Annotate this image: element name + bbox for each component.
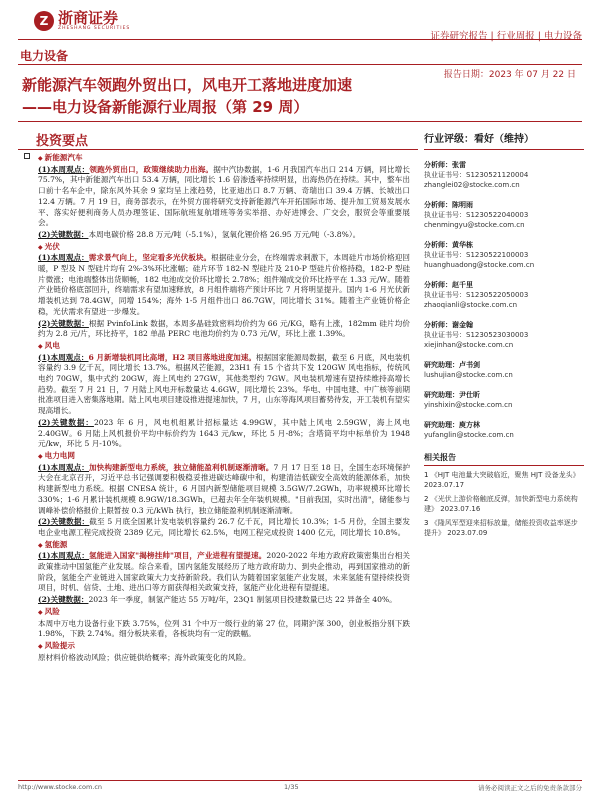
paragraph-text: 7 月 17 日至 18 日，全国生态环境保护大会在北京召开，习近平总书记强调要积极稳妥推进碳达峰碳中和，构建清洁低碳安全高效的能源体系，加快构建新型电力系统。根据 CNESA 统计，6 月国内新型储能项目规模 3.5GW/7.2GWh，功率规模环比增长 330%；1-6 月累计装机规模 8.9GW/18.3GWh，已超去年全年装机规模。"目前我国，实时出清"，储能参与调峰补偿价格报价上限暂按 0.3 元/kWh 执行，独立储能盈利机制逐渐清晰。 — [38, 462, 410, 515]
category-heading: ◆ 新能源汽车 — [38, 153, 410, 165]
analyst-card — [424, 160, 584, 190]
related-report[interactable] — [424, 470, 584, 490]
title-line-2: ——电力设备新能源行业周报（第 29 周） — [22, 98, 309, 116]
category-heading: ◆ 风险提示 — [38, 641, 410, 653]
doc-type: 证券研究报告 | 行业周报 | 电力设备 — [430, 31, 582, 42]
section-divider — [18, 149, 418, 150]
analyst-name: 分析师：谢金翰 — [424, 321, 473, 329]
analyst-name: 研究助理：卢书剑 — [424, 361, 480, 369]
category-paragraph — [38, 619, 410, 640]
category-paragraph — [38, 551, 410, 594]
analyst-email[interactable]: yufanglin@stocke.com.cn — [424, 431, 514, 439]
paragraph-text: 根据硅业分会，在终端需求刺激下，本周硅片市场价格迎回暖，P 型及 N 型硅片均有 2%-3%环比涨幅；硅片环节 182-N 型硅片及 210-P 型硅片价格持稳，182-P 型硅片微涨；电池端整体出货顺畅，182 电池成交价环比增长 2.78%；组件端成交价环比持平在 1.33 元/W。随着产业链价格底部回升，终端需求有望加速释放，8 月组件端将产预计环比 7 月将明显提升。国内 1-6 月光伏新增装机达到 78.4GW，同增 154%；海外 1-5 月组件出口 86.7GW，同比增长 31%。随着主产业链价格企稳，光伏需求有望进一步爆发。 — [38, 253, 410, 316]
key-point: 6 月新增装机同比高增，H2 项目落地进度加速。 — [88, 352, 256, 362]
analyst-card — [424, 280, 584, 310]
category-paragraph — [38, 165, 410, 229]
category-paragraph — [38, 517, 410, 538]
paragraph-text: 2023 年 6 月，风电机组累计招标量达 4.99GW，其中陆上风电 2.59GW，海上风电 2.40GW。6 月陆上风机报价平均中标价约为 1643 元/kw，环比 5 月-8%；含塔筒平均中标单价为 1948 元/kw，环比 5 月-10%。 — [38, 417, 410, 449]
header-divider — [18, 39, 582, 40]
paragraph-text: 截至 5 月底全国累计发电装机容量约 26.7 亿千瓦，同比增长 10.3%；1-5 月份，全国主要发电企业电源工程完成投资 2389 亿元，同比增长 62.5%，电网工程完成投资 1400 亿元，同比增长 10.8%。 — [38, 517, 410, 537]
paragraph-lead: (1)本周观点： — [38, 551, 90, 561]
related-report-number: 1 — [424, 471, 429, 479]
analyst-list — [424, 160, 584, 440]
category-heading: ◆ 光伏 — [38, 242, 410, 254]
analyst-cert: 执业证书号：S1230523030003 — [424, 331, 529, 339]
related-report[interactable] — [424, 494, 584, 514]
category-paragraph — [38, 463, 410, 517]
key-point: 领跑外贸出口，政策继续助力出海。 — [89, 164, 214, 174]
analyst-cert: 执业证书号：S1230521120004 — [424, 171, 529, 179]
category-heading: ◆ 风险 — [38, 607, 410, 619]
logo-name: 浙商证券 — [58, 9, 119, 27]
analyst-name: 研究助理：尹仕昕 — [424, 391, 480, 399]
logo-mark-icon: Z — [34, 11, 54, 31]
paragraph-text: 本周中万电力设备行业下跌 3.75%，位列 31 个中万一级行业的第 27 位，同期沪深 300，创业板指分别下跌 1.98%，下跌 2.74%。细分板块来看，各板块均有一定的跌幅。 — [38, 618, 410, 639]
analyst-email[interactable]: huanghuadong@stocke.com.cn — [424, 261, 535, 269]
category-paragraph — [38, 253, 410, 317]
category-paragraph — [38, 230, 410, 241]
analyst-email[interactable]: zhaoqianli@stocke.com.cn — [424, 301, 518, 309]
related-reports-heading: 相关报告 — [424, 452, 584, 466]
paragraph-text: 2020-2022 年地方政府政策密集出台相关政策推动中国氢能产业发展。综合来看，国内氢能发展经历了地方政府助力、到央企推动，再到国家推动的新阶段，氢能全产业链进入国家政策大力支持新阶段。我们认为随着国家氢能产业发展，未来氢能有望持续投资项目，时机、信贷、土地、进出口等方面获得相关政策支持，氢能产业化进程有望提速。 — [38, 551, 410, 593]
category-paragraph — [38, 418, 410, 450]
logo-sub: ZHESHANG SECURITIES — [58, 26, 131, 31]
sector-label: 电力设备 — [20, 49, 69, 63]
analyst-name: 分析师：陈明雨 — [424, 201, 473, 209]
category-paragraph — [38, 653, 410, 664]
category-heading: ◆ 电力电网 — [38, 451, 410, 463]
analyst-name: 分析师：黄华栋 — [424, 241, 473, 249]
related-report[interactable] — [424, 518, 584, 538]
related-report-number: 2 — [424, 495, 429, 503]
paragraph-text: 根据 PvinfoLink 数据，本周多晶硅致密料均价约为 66 元/KG，略有上涨，182mm 硅片均价约为 2.8 元/片，环比持平，182 单晶 PERC 电池均价约为 0.73 元/W，环比上涨 1.39%。 — [38, 318, 410, 339]
paragraph-text: 原材料价格波动风险；供应链供给概率；海外政策变化的风险。 — [38, 652, 251, 662]
report-title — [22, 74, 462, 118]
category-heading: ◆ 氢能源 — [38, 540, 410, 552]
footer-disclaimer: 请务必阅读正文之后的免责条款部分 — [478, 784, 582, 792]
analyst-card — [424, 360, 584, 380]
title-divider — [18, 121, 582, 122]
paragraph-lead: (2)关键数据： — [38, 595, 89, 605]
footer-url[interactable]: http://www.stocke.com.cn — [18, 783, 103, 791]
category-paragraph — [38, 595, 410, 606]
paragraph-text: 2023 年一季度，制氢产能达 55 万吨/年，23Q1 制氢项目投建数量已达 22 异备全 40%。 — [88, 595, 397, 605]
footer-divider — [18, 780, 582, 781]
company-logo — [34, 10, 130, 31]
related-report-title: 《HJT 电池量大突破临近，聚焦 HJT 设备龙头》 2023.07.17 — [424, 471, 580, 489]
analyst-name: 研究助理：庾方林 — [424, 421, 480, 429]
paragraph-lead: (2)关键数据： — [38, 517, 90, 527]
key-point: 需求景气向上，坚定看多光伏板块。 — [88, 253, 212, 263]
analyst-email[interactable]: zhanglei02@stocke.com.cn — [424, 181, 520, 189]
paragraph-text: 本周电碳价格 28.8 万元/吨（-5.1%），氢氧化锂价格 26.95 万元/吨（-3.8%）。 — [88, 229, 361, 239]
analyst-cert: 执业证书号：S1230522050003 — [424, 291, 529, 299]
analyst-cert: 执业证书号：S1230522100003 — [424, 251, 529, 259]
analyst-email[interactable]: lushujian@stocke.com.cn — [424, 371, 513, 379]
related-report-number: 3 — [424, 519, 429, 527]
analyst-card — [424, 420, 584, 440]
title-line-1: 新能源汽车领跑外贸出口，风电开工落地进度加速 — [22, 76, 353, 94]
paragraph-lead: (1)本周观点： — [38, 164, 90, 174]
bullet-square-icon — [24, 153, 30, 159]
key-point: 氢能进入国家"揭榜挂帅"项目，产业进程有望提速。 — [89, 551, 267, 561]
paragraph-lead: (2)关键数据： — [38, 318, 89, 328]
page-number: 1/35 — [284, 783, 299, 791]
page-header — [18, 10, 582, 40]
section-heading: 投资要点 — [36, 134, 89, 149]
analyst-name: 分析师：张雷 — [424, 161, 466, 169]
category-paragraph — [38, 319, 410, 340]
related-report-title: 《光伏上游价格触底反弹，加快新型电力系统构建》 2023.07.16 — [424, 495, 578, 513]
analyst-cert: 执业证书号：S1230522040003 — [424, 211, 529, 219]
industry-rating: 行业评级：看好（维持） — [424, 130, 584, 150]
analyst-email[interactable]: chenmingyu@stocke.com.cn — [424, 221, 525, 229]
analyst-email[interactable]: xiejinhan@stocke.com.cn — [424, 341, 514, 349]
analyst-card — [424, 320, 584, 350]
paragraph-lead: (2)关键数据： — [38, 417, 94, 427]
paragraph-lead: (2)关键数据： — [38, 229, 89, 239]
related-reports-list — [424, 470, 584, 538]
sidebar — [424, 130, 584, 538]
key-point: 加快构建新型电力系统，独立储能盈利机制逐渐清晰。 — [89, 462, 274, 472]
sector-divider — [18, 64, 582, 65]
category-heading: ◆ 风电 — [38, 341, 410, 353]
paragraph-lead: (1)本周观点： — [38, 253, 89, 263]
analyst-card — [424, 200, 584, 230]
paragraph-text: 据中汽协数据，1-6 月我国汽车出口 214 万辆，同比增长 75.7%，其中新能源汽车出口 53.4 万辆，同比增长 1.6 倍渗透率持续明显，出海热仍在持续。其中，整车出口前十名车企中，除东风外其余 9 家均呈上涨趋势，比亚迪出口 8.7 万辆、奇瑞出口 39.4 万辆、长城出口 12.4 万辆。7 月 19 日，商务部表示，在外贸方面将研究支持新能源汽车开拓国际市场、提升加工贸易发展水平、落实好便利商务人员办理签证、国际航班复航增班等务实举措、办好进博会、广交会，服贸会等重要展会。 — [38, 164, 410, 228]
analyst-name: 分析师：赵千里 — [424, 281, 473, 289]
main-content — [38, 152, 410, 664]
report-date: 报告日期：2023 年 07 月 22 日 — [443, 70, 576, 80]
analyst-card — [424, 390, 584, 410]
related-report-title: 《隆风军型迎来招标放量，储能投资收益率逐步提升》 2023.07.09 — [424, 519, 578, 537]
paragraph-lead: (1)本周观点： — [38, 462, 89, 472]
category-paragraph — [38, 353, 410, 417]
analyst-card — [424, 240, 584, 270]
paragraph-text: 根据国家能源局数据，截至 6 月底，风电装机容量约 3.9 亿千瓦，同比增长 13.7%。根据风芒能源，23H1 有 15 个省共下发 120GW 风电指标，传统风电约 70GW，集中式约 20GW，海上风电约 27GW，其他类型约 7GW。风电装机增速有望持续维持高增长趋势。截至 7 月 21 日，7 月陆上风电开标数量达 4.6GW，同比增长 23%。华电、中国电建、中广核等前期批准项目进入密集落地期。陆上风电项目建设推进提速加快，7 月，山东等海风项目蓄势待发，开工装机有望实现高增长。 — [38, 352, 410, 416]
paragraph-lead: (1)本周观点： — [38, 352, 89, 362]
analyst-email[interactable]: yinshixin@stocke.com.cn — [424, 401, 513, 409]
